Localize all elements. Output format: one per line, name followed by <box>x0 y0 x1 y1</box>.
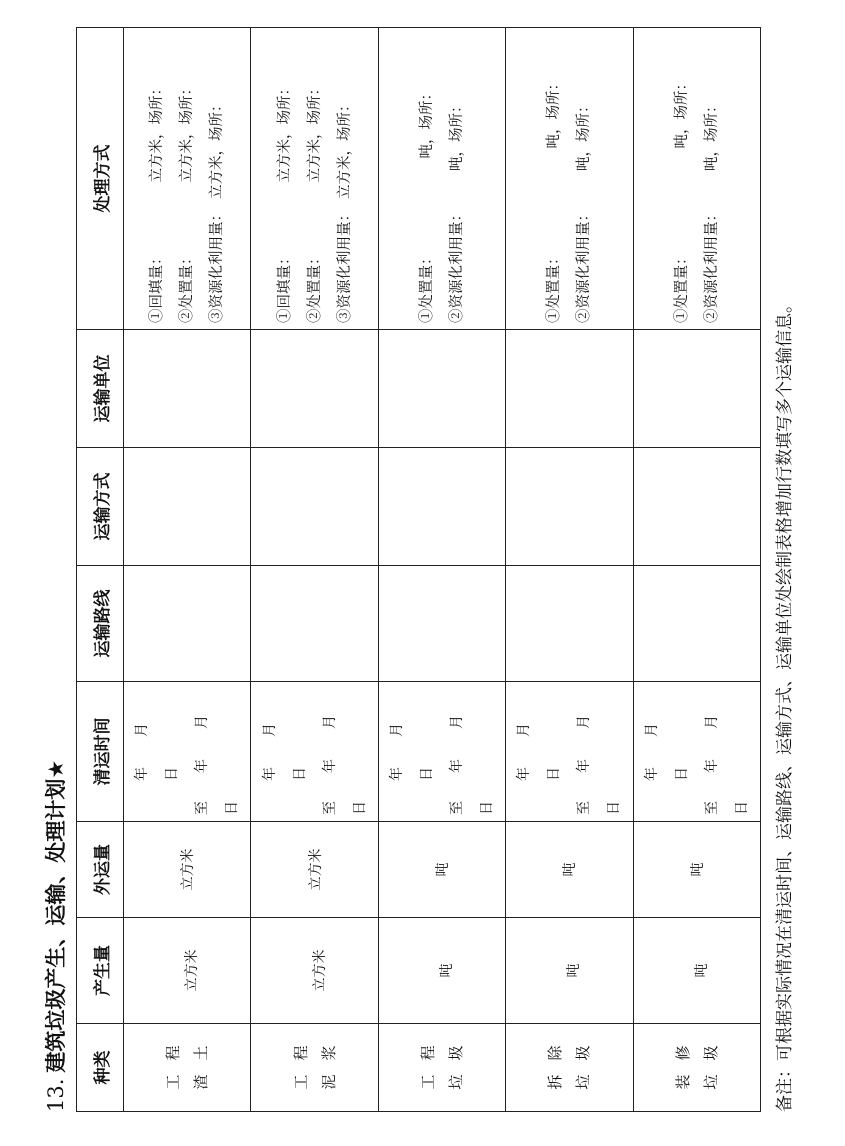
transported-amount-cell <box>251 822 378 918</box>
treatment-cell <box>251 28 378 330</box>
year-label: 年 <box>448 759 465 773</box>
month-label: 月 <box>516 723 533 737</box>
year-label: 年 <box>388 767 405 781</box>
transported-unit: 立方米 <box>307 848 324 891</box>
month-label: 月 <box>194 715 211 729</box>
table-row <box>124 28 251 1112</box>
day-label: 日 <box>478 801 495 815</box>
clearance-time-cell <box>251 682 378 822</box>
treatment-unit: 吨，场所： <box>418 86 435 159</box>
to-label: 至 <box>194 801 211 815</box>
treatment-label: ②处置量： <box>179 250 196 323</box>
year-label: 年 <box>516 767 533 781</box>
month-label: 月 <box>643 723 660 737</box>
generated-amount-cell <box>378 918 505 1024</box>
transport-mode-cell[interactable] <box>251 448 378 566</box>
kind-line-1: 工程 <box>164 1031 183 1090</box>
year-label: 年 <box>321 759 338 773</box>
header-transported: 外运量 <box>77 822 124 918</box>
treatment-line <box>330 28 360 323</box>
month-label: 月 <box>448 715 465 729</box>
kind-line-1: 工程 <box>418 1031 437 1090</box>
title-text: 建筑垃圾产生、运输、处理计划 <box>43 778 68 1073</box>
header-transport-mode: 运输方式 <box>77 448 124 566</box>
header-kind: 种类 <box>77 1024 124 1112</box>
route-cell[interactable] <box>251 566 378 682</box>
month-label: 月 <box>321 715 338 729</box>
transported-unit: 立方米 <box>180 848 197 891</box>
title-number: 13. <box>44 1078 68 1112</box>
month-label: 月 <box>576 715 593 729</box>
route-cell[interactable] <box>124 566 251 682</box>
day-label: 日 <box>733 801 750 815</box>
treatment-unit: 立方米，场所： <box>336 97 353 199</box>
transported-amount-cell <box>124 822 251 918</box>
treatment-unit: 吨，场所： <box>703 98 720 171</box>
transport-mode-cell[interactable] <box>633 448 760 566</box>
transport-mode-cell[interactable] <box>378 448 505 566</box>
treatment-label: ①处置量： <box>546 250 563 323</box>
day-label: 日 <box>291 767 308 781</box>
kind-line-1: 拆除 <box>546 1031 565 1090</box>
star-icon: ★ <box>44 759 68 779</box>
header-clearance-time: 清运时间 <box>77 682 124 822</box>
generated-amount-cell <box>251 918 378 1024</box>
date-end <box>315 682 375 821</box>
page-title <box>40 760 70 1112</box>
treatment-label: ②资源化利用量： <box>448 207 465 323</box>
treatment-label: ①处置量： <box>673 250 690 323</box>
treatment-label: ②处置量： <box>306 250 323 323</box>
date-start <box>255 682 315 821</box>
transported-amount-cell <box>633 822 760 918</box>
table-row <box>378 28 505 1112</box>
kind-cell <box>633 1024 760 1112</box>
day-label: 日 <box>546 767 563 781</box>
transport-mode-cell[interactable] <box>124 448 251 566</box>
table-row <box>251 28 378 1112</box>
year-label: 年 <box>576 759 593 773</box>
treatment-unit: 立方米，场所： <box>306 81 323 183</box>
year-label: 年 <box>261 767 278 781</box>
year-label: 年 <box>703 759 720 773</box>
date-start <box>637 682 697 821</box>
treatment-unit: 立方米，场所： <box>209 97 226 199</box>
transport-unit-cell[interactable] <box>633 330 760 448</box>
treatment-line <box>442 28 472 323</box>
kind-line-2: 泥浆 <box>319 1031 338 1090</box>
treatment-label: ②资源化利用量： <box>703 207 720 323</box>
date-end <box>442 682 502 821</box>
transport-mode-cell[interactable] <box>506 448 633 566</box>
date-end <box>697 682 757 821</box>
clearance-time-cell <box>124 682 251 822</box>
treatment-line <box>270 28 300 323</box>
clearance-time-cell <box>506 682 633 822</box>
year-label: 年 <box>194 759 211 773</box>
kind-cell <box>378 1024 505 1112</box>
header-treatment: 处理方式 <box>77 28 124 330</box>
transported-amount-cell <box>378 822 505 918</box>
transport-unit-cell[interactable] <box>124 330 251 448</box>
treatment-line <box>697 28 727 323</box>
generated-amount-cell <box>124 918 251 1024</box>
route-cell[interactable] <box>633 566 760 682</box>
date-end <box>569 682 629 821</box>
day-label: 日 <box>164 767 181 781</box>
route-cell[interactable] <box>506 566 633 682</box>
kind-cell <box>506 1024 633 1112</box>
date-start <box>127 682 187 821</box>
treatment-unit: 吨，场所： <box>576 98 593 171</box>
footnote: 备注：可根据实际情况在清运时间、运输路线、运输方式、运输单位处绘制表格增加行数填写多个运输信息。 <box>775 296 795 1112</box>
year-label: 年 <box>643 767 660 781</box>
transported-unit: 吨 <box>689 862 706 877</box>
treatment-unit: 立方米，场所： <box>276 81 293 183</box>
to-label: 至 <box>448 801 465 815</box>
to-label: 至 <box>703 801 720 815</box>
treatment-label: ②资源化利用量： <box>576 207 593 323</box>
date-start <box>509 682 569 821</box>
treatment-line <box>412 28 442 323</box>
clearance-time-cell <box>633 682 760 822</box>
kind-cell <box>251 1024 378 1112</box>
header-route: 运输路线 <box>77 566 124 682</box>
treatment-line <box>202 28 232 323</box>
kind-cell <box>124 1024 251 1112</box>
table-row <box>506 28 633 1112</box>
treatment-unit: 吨，场所： <box>546 76 563 149</box>
treatment-unit: 立方米，场所： <box>179 81 196 183</box>
treatment-line <box>569 28 599 323</box>
generated-unit: 吨 <box>566 963 583 978</box>
treatment-line <box>300 28 330 323</box>
transport-unit-cell[interactable] <box>378 330 505 448</box>
kind-line-2: 垃圾 <box>446 1031 465 1090</box>
year-label: 年 <box>134 767 151 781</box>
date-start <box>382 682 442 821</box>
treatment-cell <box>506 28 633 330</box>
date-end <box>187 682 247 821</box>
route-cell[interactable] <box>378 566 505 682</box>
month-label: 月 <box>703 715 720 729</box>
kind-line-2: 垃圾 <box>701 1031 720 1090</box>
treatment-line <box>539 28 569 323</box>
to-label: 至 <box>321 801 338 815</box>
kind-line-1: 工程 <box>291 1031 310 1090</box>
treatment-label: ①回填量： <box>149 250 166 323</box>
kind-line-2: 渣土 <box>192 1031 211 1090</box>
generated-unit: 立方米 <box>311 949 328 992</box>
treatment-unit: 吨，场所： <box>673 76 690 149</box>
generated-amount-cell <box>633 918 760 1024</box>
treatment-unit: 吨，场所： <box>448 98 465 171</box>
treatment-line <box>667 28 697 323</box>
transported-unit: 吨 <box>562 862 579 877</box>
kind-line-1: 装修 <box>673 1031 692 1090</box>
treatment-unit: 立方米，场所： <box>149 81 166 183</box>
month-label: 月 <box>388 723 405 737</box>
day-label: 日 <box>351 801 368 815</box>
kind-line-2: 垃圾 <box>574 1031 593 1090</box>
transport-unit-cell[interactable] <box>251 330 378 448</box>
treatment-cell <box>124 28 251 330</box>
table-header-row <box>77 28 124 1112</box>
treatment-line <box>172 28 202 323</box>
generated-unit: 吨 <box>438 963 455 978</box>
transport-unit-cell[interactable] <box>506 330 633 448</box>
header-generated: 产生量 <box>77 918 124 1024</box>
header-transport-unit: 运输单位 <box>77 330 124 448</box>
day-label: 日 <box>606 801 623 815</box>
generated-unit: 吨 <box>693 963 710 978</box>
day-label: 日 <box>224 801 241 815</box>
to-label: 至 <box>576 801 593 815</box>
table-row <box>633 28 760 1112</box>
transported-amount-cell <box>506 822 633 918</box>
treatment-label: ①回填量： <box>276 250 293 323</box>
generated-amount-cell <box>506 918 633 1024</box>
treatment-label: ③资源化利用量： <box>336 207 353 323</box>
generated-unit: 立方米 <box>184 949 201 992</box>
clearance-time-cell <box>378 682 505 822</box>
treatment-label: ①处置量： <box>418 250 435 323</box>
month-label: 月 <box>134 723 151 737</box>
treatment-cell <box>633 28 760 330</box>
treatment-label: ③资源化利用量： <box>209 207 226 323</box>
treatment-cell <box>378 28 505 330</box>
transported-unit: 吨 <box>434 862 451 877</box>
treatment-line <box>142 28 172 323</box>
waste-plan-table <box>76 27 761 1112</box>
day-label: 日 <box>418 767 435 781</box>
month-label: 月 <box>261 723 278 737</box>
day-label: 日 <box>673 767 690 781</box>
